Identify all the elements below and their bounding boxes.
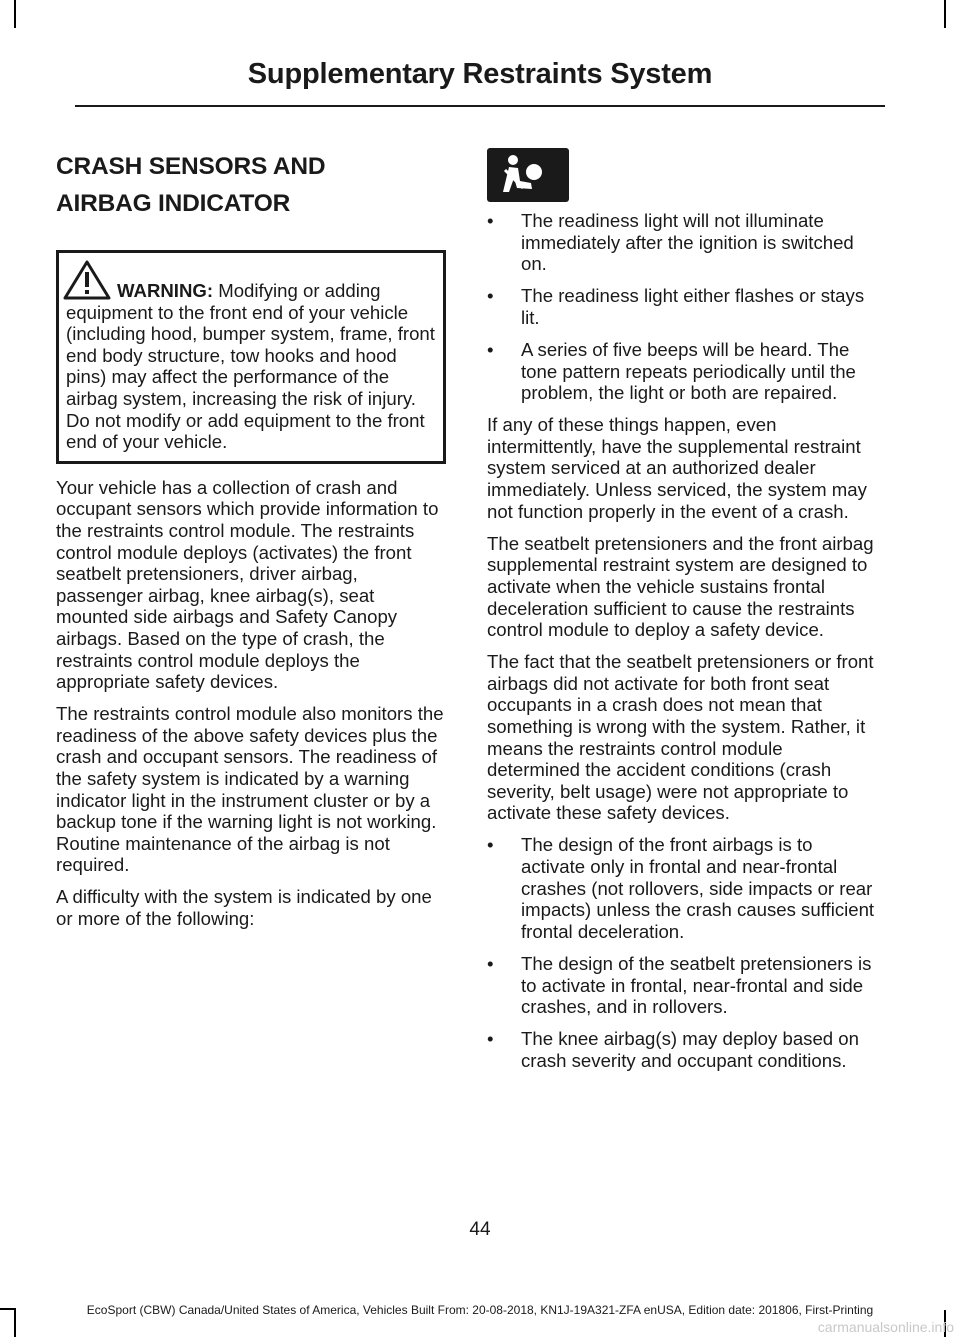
paragraph-service: If any of these things happen, even intermittently, have the supplemental restraint system serviced at an authorized dealer immediately. Unless serviced, the system may not function properly in the event of a crash. bbox=[487, 414, 867, 522]
crop-mark-top-left bbox=[14, 0, 16, 28]
list-item: • The knee airbag(s) may deploy based on crash severity and occupant conditions. bbox=[487, 1028, 877, 1071]
paragraph-sensors: Your vehicle has a collection of crash and occupant sensors which provide information to the restraints control module. The restraints control module deploys (activates) the front seatbelt pretensioners, driver airbag, passenger airbag, knee airbag(s), seat mounted side airbags and Safety Canopy airbags. Based on the type of crash, the restraints control module deploys the appropriate safety devices. bbox=[56, 476, 439, 693]
header-rule bbox=[75, 105, 885, 107]
section-title bbox=[56, 148, 446, 222]
paragraph-readiness: The restraints control module also monitors the readiness of the above safety devices plus the crash and occupant sensors. The readiness of the safety system is indicated by a warning indicator light in the instrument cluster or by a backup tone if the warning light is not working. Routine maintenance of the airbag is not required. bbox=[56, 703, 444, 876]
design-bullet-list bbox=[487, 834, 877, 1071]
crop-mark-top-right bbox=[944, 0, 946, 28]
page-header-title: Supplementary Restraints System bbox=[247, 58, 713, 90]
list-item: • The design of the seatbelt pretensioners is to activate in frontal, near-frontal and side crashes, and in rollovers. bbox=[487, 953, 877, 1018]
paragraph-not-activated: The fact that the seatbelt pretensioners or front airbags did not activate for both front seat occupants in a crash does not mean that something is wrong with the system. Rather, it means the restraints control module determined the accident conditions (crash severity, belt usage) were not appropriate to activate these safety devices. bbox=[487, 651, 874, 824]
warning-label: WARNING: bbox=[117, 280, 214, 301]
list-item: • A series of five beeps will be heard. The tone pattern repeats periodically until the problem, the light or both are repaired. bbox=[487, 339, 877, 404]
left-column bbox=[56, 148, 446, 940]
footer-edition-info: EcoSport (CBW) Canada/United States of America, Vehicles Built From: 20-08-2018, KN1J-19A321-ZFA enUSA, Edition date: 201806, First-Printing bbox=[86, 1303, 874, 1317]
warning-body: Modifying or adding equipment to the front end of your vehicle (including hood, bumper system, frame, front end body structure, tow hooks and hood pins) may affect the performance of the airbag system, increasing the risk of injury. Do not modify or add equipment to the front end of your vehicle. bbox=[66, 280, 435, 453]
paragraph-difficulty: A difficulty with the system is indicated by one or more of the following: bbox=[56, 886, 432, 930]
difficulty-bullet-list bbox=[487, 210, 877, 404]
right-column bbox=[487, 148, 877, 1082]
paragraph-activation: The seatbelt pretensioners and the front airbag supplemental restraint system are designed to activate when the vehicle sustains frontal deceleration sufficient to cause the restraints control module to deploy a safety device. bbox=[487, 532, 874, 641]
warning-text bbox=[66, 280, 437, 453]
warning-box bbox=[56, 250, 446, 464]
watermark: carmanualsonline.info bbox=[817, 1319, 954, 1335]
page-number: 44 bbox=[469, 1219, 491, 1240]
section-title-line-1: CRASH SENSORS AND bbox=[56, 153, 326, 180]
warning-triangle-icon bbox=[63, 259, 111, 301]
airbag-warning-indicator-icon bbox=[487, 148, 569, 202]
section-title-line-2: AIRBAG INDICATOR bbox=[56, 190, 291, 217]
list-item: • The design of the front airbags is to activate only in frontal and near-frontal crashes (not rollovers, side impacts or rear impacts) unless the crash causes sufficient frontal deceleration. bbox=[487, 834, 877, 942]
list-item: • The readiness light will not illuminate immediately after the ignition is switched on. bbox=[487, 210, 877, 275]
list-item: • The readiness light either flashes or stays lit. bbox=[487, 285, 877, 328]
